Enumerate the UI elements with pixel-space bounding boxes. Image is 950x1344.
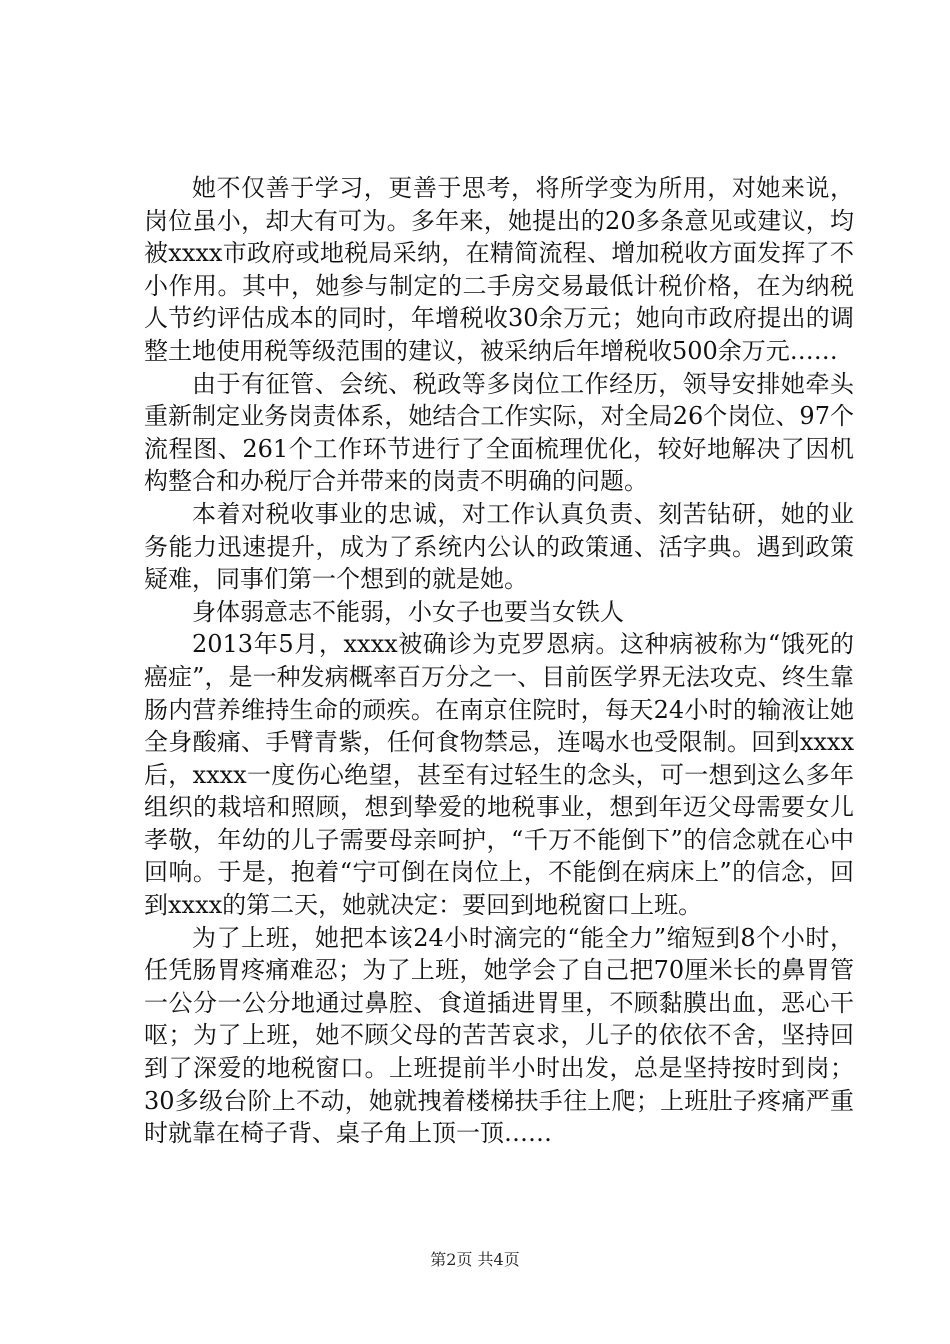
paragraph: 由于有征管、会统、税政等多岗位工作经历，领导安排她牵头重新制定业务岗责体系，她结合工作实际，对全局26个岗位、97个流程图、261个工作环节进行了全面梳理优化，较好地解决了因机构整合和办税厅合并带来的岗责不明确的问题。 bbox=[144, 369, 854, 496]
paragraph: 本着对税收事业的忠诚，对工作认真负责、刻苦钻研，她的业务能力迅速提升，成为了系统内公认的政策通、活字典。遇到政策疑难，同事们第一个想到的就是她。 bbox=[144, 499, 854, 594]
paragraph: 2013年5月，xxxx被确诊为克罗恩病。这种病被称为“饿死的癌症”，是一种发病概率百万分之一、目前医学界无法攻克、终生靠肠内营养维持生命的顽疾。在南京住院时，每天24小时的输液让她全身酸痛、手臂青紫，任何食物禁忌，连喝水也受限制。回到xxxx后，xxxx一度伤心绝望，甚至有过轻生的念头，可一想到这么多年组织的栽培和照顾，想到挚爱的地税事业，想到年迈父母需要女儿孝敬，年幼的儿子需要母亲呵护，“千万不能倒下”的信念就在心中回响。于是，抱着“宁可倒在岗位上，不能倒在病床上”的信念，回到xxxx的第二天，她就决定：要回到地税窗口上班。 bbox=[144, 630, 854, 920]
document-body bbox=[144, 172, 854, 1150]
section-heading: 身体弱意志不能弱，小女子也要当女铁人 bbox=[192, 597, 624, 626]
paragraph: 为了上班，她把本该24小时滴完的“能全力”缩短到8个小时，任凭肠胃疼痛难忍；为了上班，她学会了自己把70厘米长的鼻胃管一公分一公分地通过鼻腔、食道插进胃里，不顾黏膜出血，恶心干呕；为了上班，她不顾父母的苦苦哀求，儿子的依依不舍，坚持回到了深爱的地税窗口。上班提前半小时出发，总是坚持按时到岗；30多级台阶上不动，她就拽着楼梯扶手往上爬；上班肚子疼痛严重时就靠在椅子背、桌子角上顶一顶…… bbox=[144, 923, 854, 1148]
page-footer: 第2页 共4页 bbox=[430, 1250, 520, 1269]
paragraph: 她不仅善于学习，更善于思考，将所学变为所用，对她来说，岗位虽小，却大有可为。多年来，她提出的20多条意见或建议，均被xxxx市政府或地税局采纳，在精简流程、增加税收方面发挥了不小作用。其中，她参与制定的二手房交易最低计税价格，在为纳税人节约评估成本的同时，年增税收30余万元；她向市政府提出的调整土地使用税等级范围的建议，被采纳后年增税收500余万元…… bbox=[144, 174, 854, 365]
